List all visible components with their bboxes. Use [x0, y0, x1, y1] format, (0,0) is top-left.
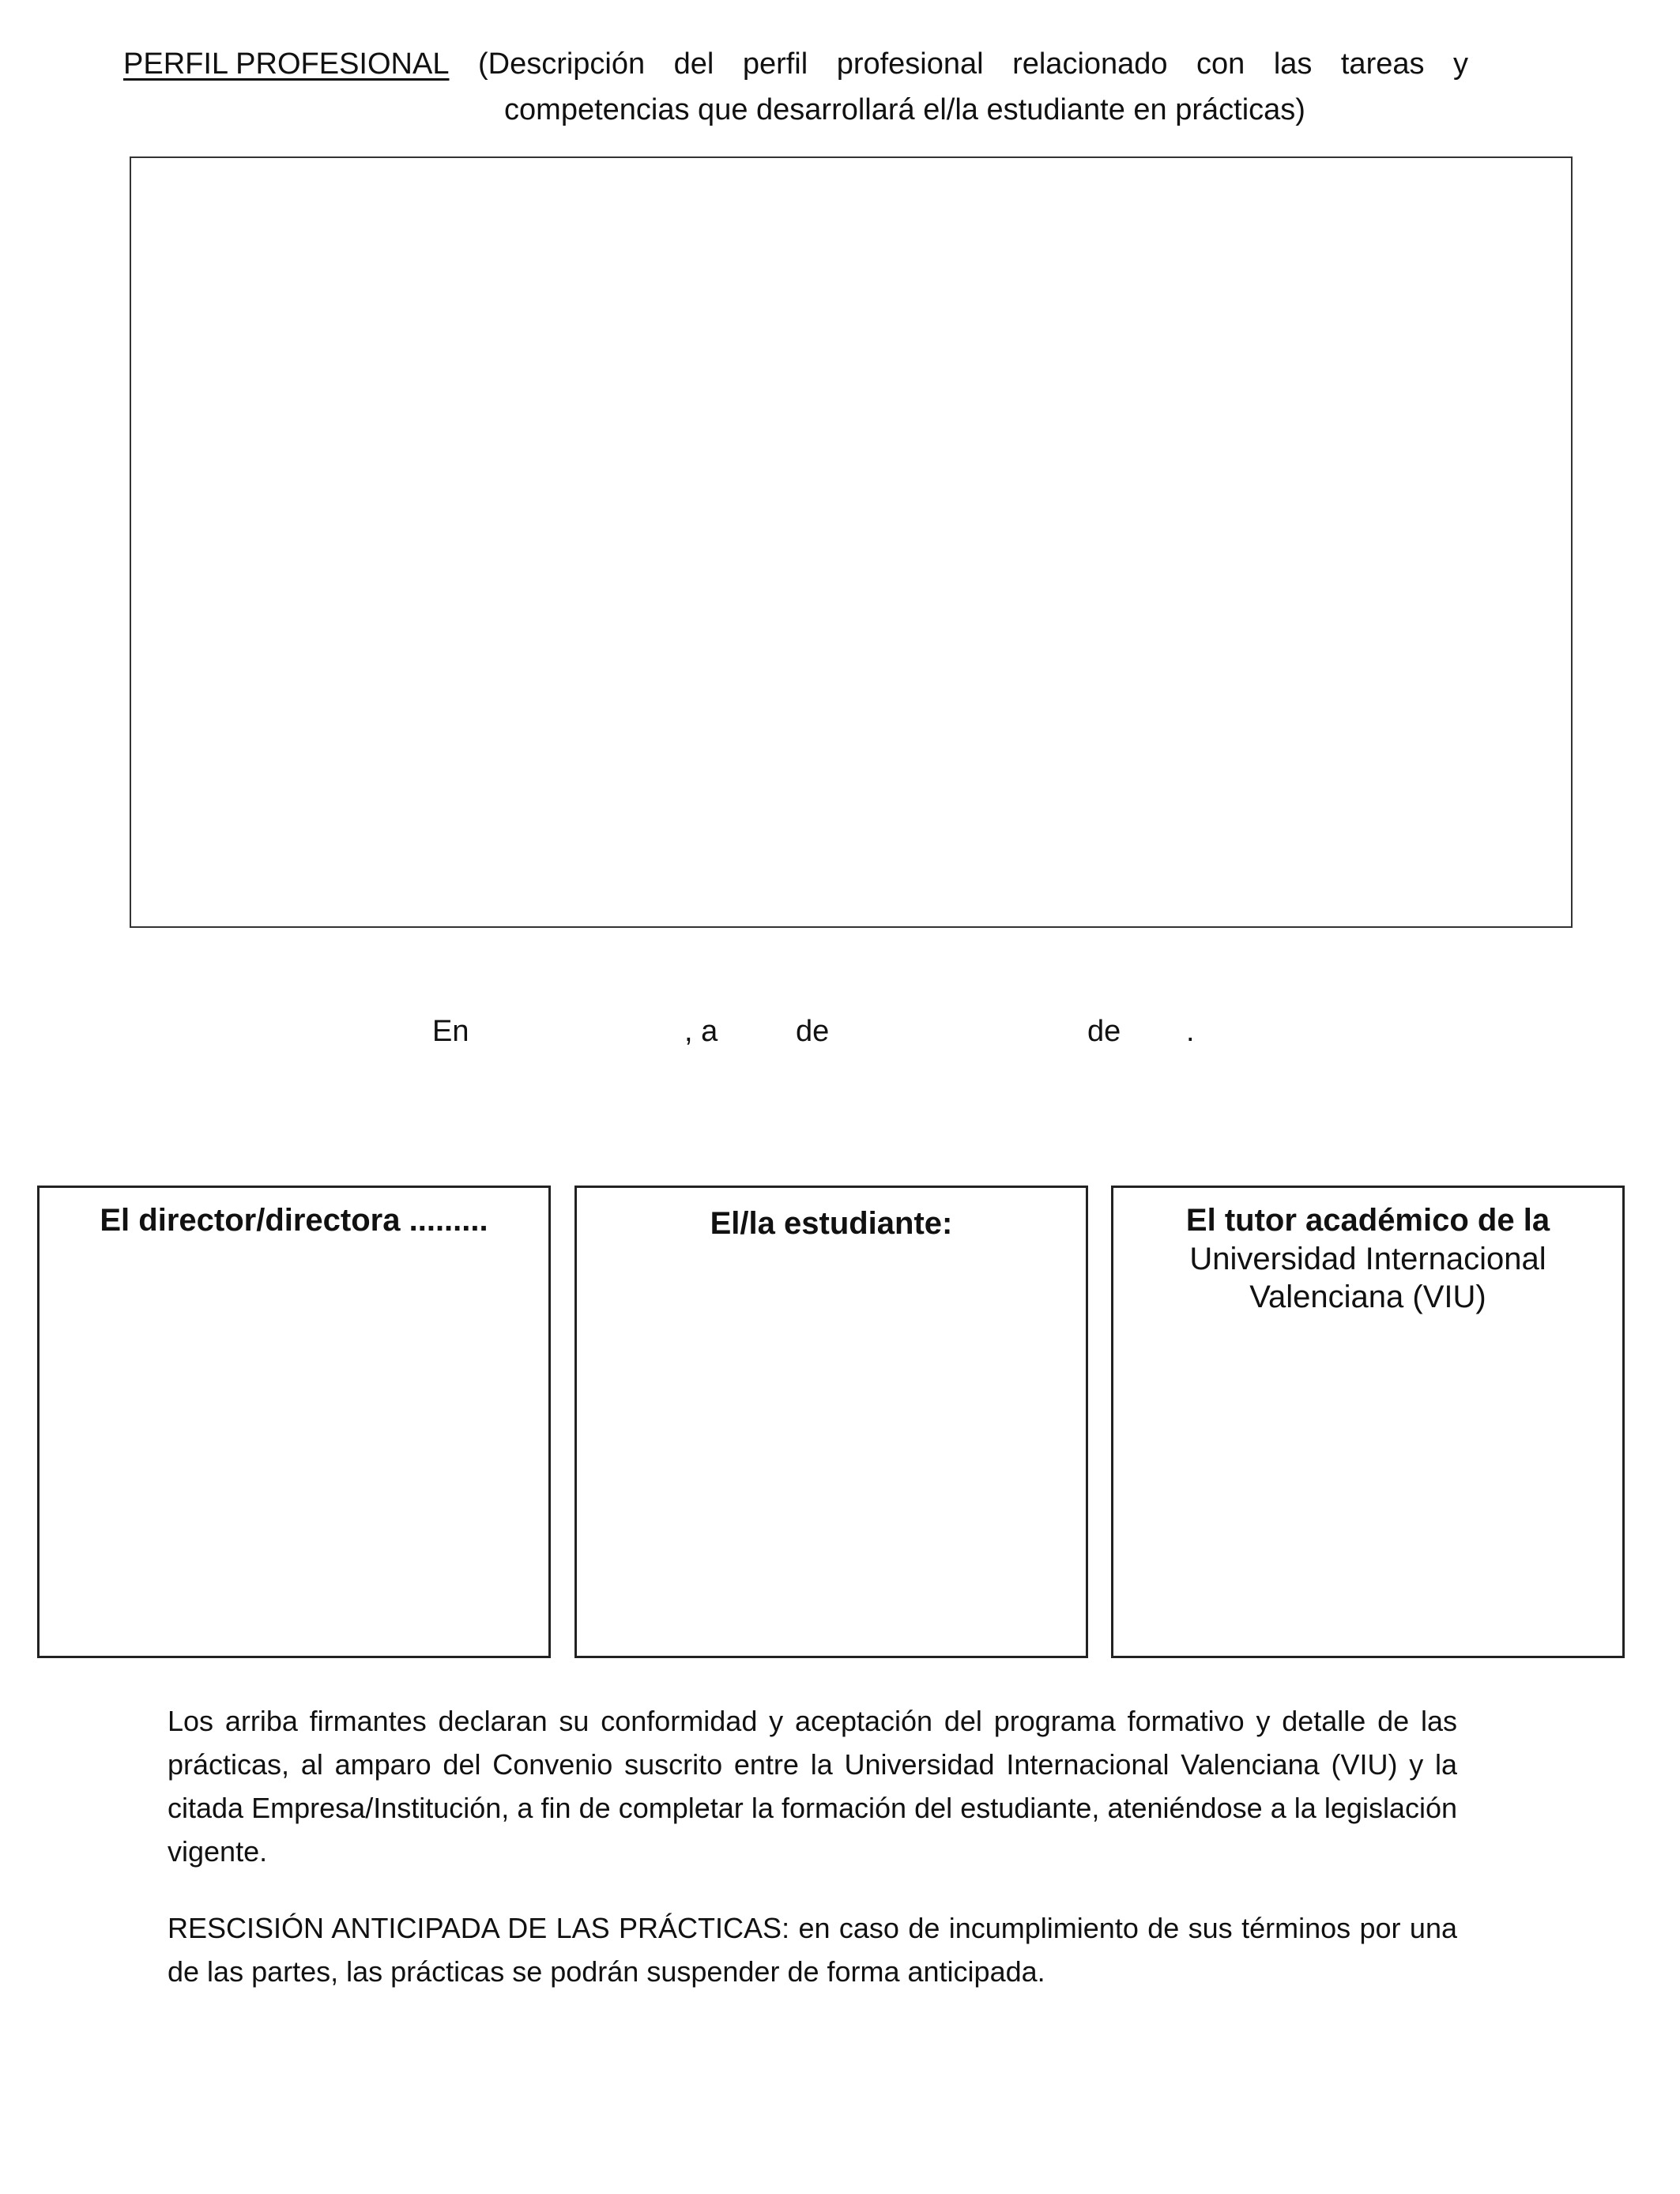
signature-tutor-university-name: Valenciana (VIU)	[1249, 1280, 1486, 1314]
perfil-desc-word: (Descripción	[477, 47, 646, 81]
perfil-desc-word: las	[1273, 47, 1313, 81]
date-de-label: de	[1087, 1015, 1121, 1048]
signature-box-tutor[interactable]	[1111, 1186, 1625, 1658]
perfil-desc-word: tareas	[1340, 47, 1425, 81]
rescission-paragraph: RESCISIÓN ANTICIPADA DE LAS PRÁCTICAS: en caso de incumplimiento de sus términos por una de las partes, las prácticas se podrán suspender de forma anticipada.	[168, 1912, 1457, 1988]
perfil-desc-word: y	[1452, 47, 1468, 81]
date-a-label: , a	[684, 1015, 718, 1048]
signature-title-tutor: El tutor académico de la	[1185, 1203, 1550, 1238]
declaration-paragraph: Los arriba firmantes declaran su conformidad y aceptación del programa formativo y detalle de las prácticas, al amparo del Convenio suscrito entre la Universidad Internacional Valenciana (VIU) y la citada Empresa/Institución, a fin de completar la formación del estudiante, ateniéndose a la legislación vigente.	[168, 1705, 1457, 1868]
signature-title-student: El/la estudiante:	[710, 1206, 953, 1241]
perfil-desc-word: perfil	[742, 47, 808, 81]
perfil-desc-word: relacionado	[1012, 47, 1168, 81]
signature-tutor-university: Universidad Internacional	[1189, 1242, 1546, 1276]
signature-box-student[interactable]	[574, 1186, 1088, 1658]
perfil-desc-word: del	[673, 47, 714, 81]
date-period: .	[1186, 1015, 1195, 1048]
perfil-desc-word: profesional	[836, 47, 984, 81]
date-de-label: de	[796, 1015, 830, 1048]
perfil-desc-word: con	[1196, 47, 1245, 81]
date-en-label: En	[432, 1015, 469, 1048]
perfil-description-box[interactable]	[130, 156, 1573, 928]
perfil-header-line	[123, 41, 1468, 87]
perfil-heading: PERFIL PROFESIONAL	[123, 47, 450, 81]
perfil-description-line2: competencias que desarrollará el/la estudiante en prácticas)	[504, 93, 1305, 126]
signature-title-director: El director/directora .........	[100, 1203, 488, 1238]
signature-box-director[interactable]	[37, 1186, 551, 1658]
